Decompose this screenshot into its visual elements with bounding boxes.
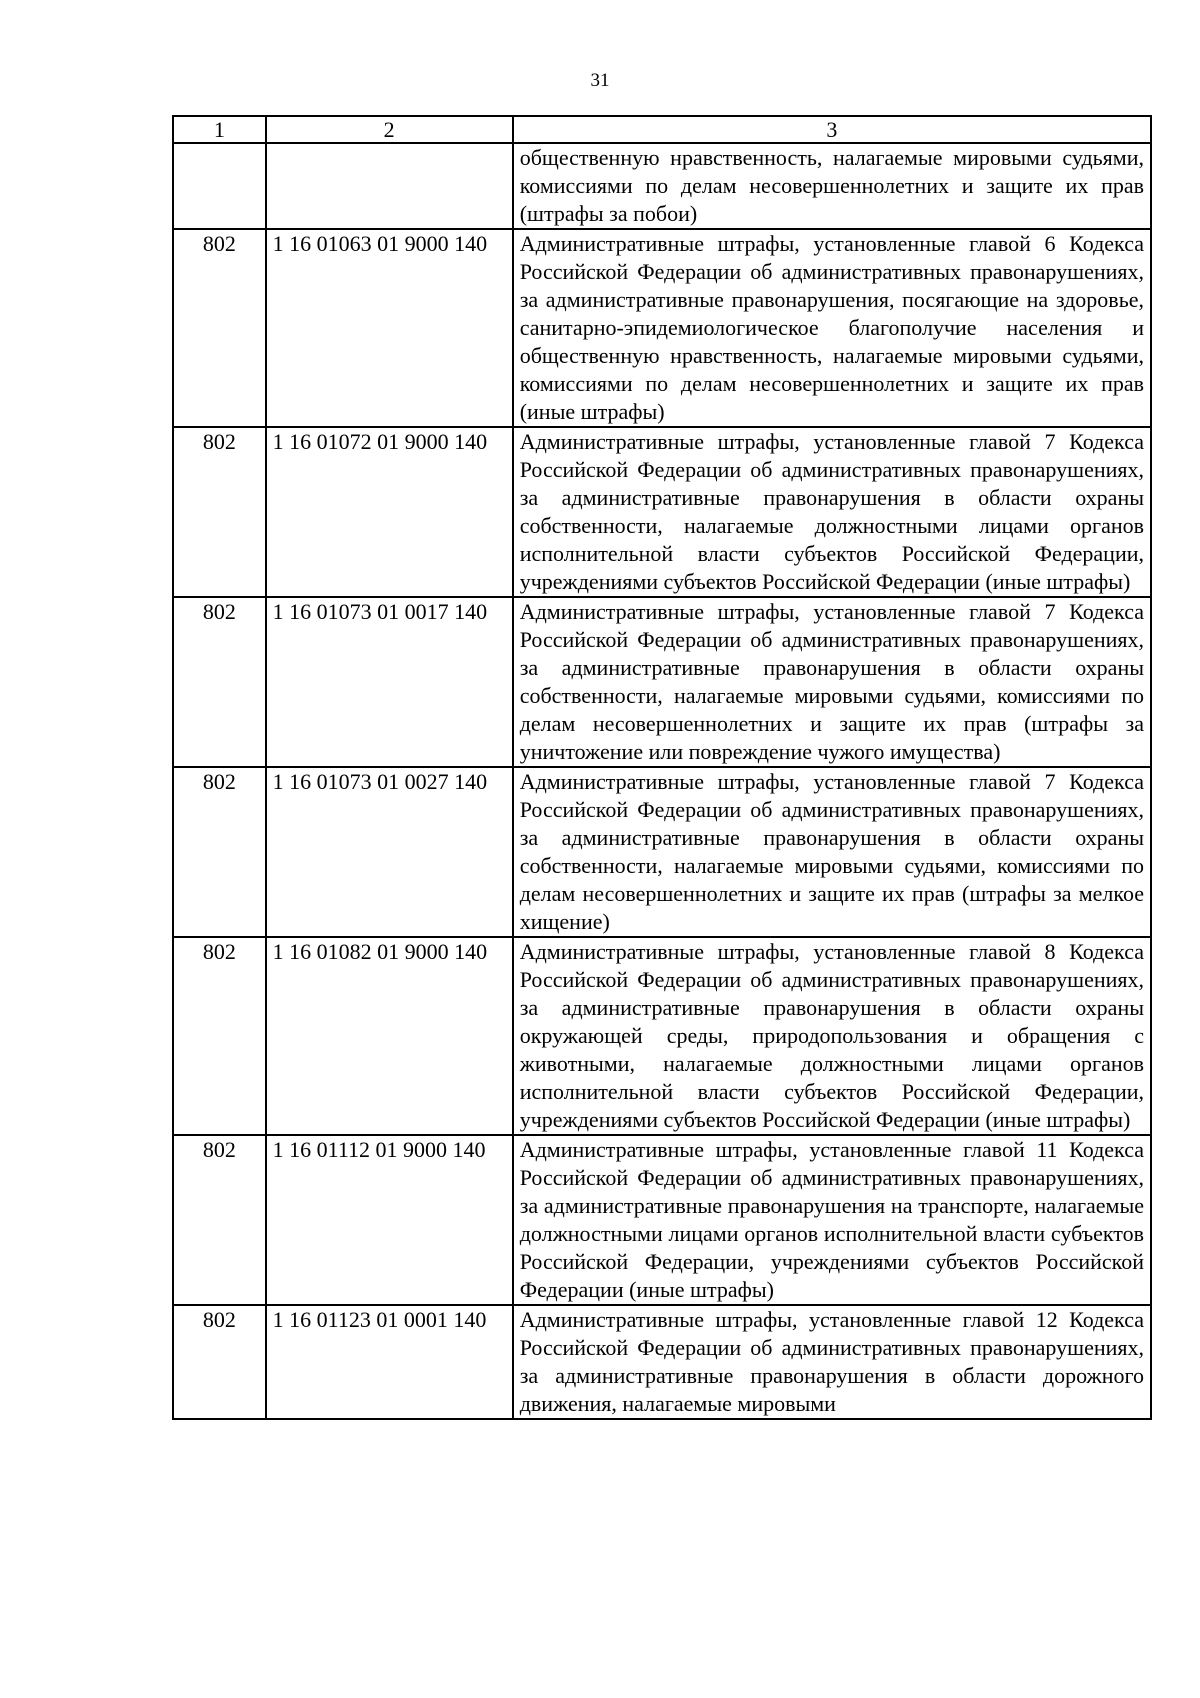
admin-code-cell: 802	[173, 1305, 266, 1419]
revenue-codes-table	[172, 115, 1152, 1420]
kbk-code-cell: 1 16 01073 01 0027 140	[266, 767, 513, 937]
admin-code-cell: 802	[173, 937, 266, 1135]
admin-code-cell	[173, 143, 266, 229]
description-cell: Административные штрафы, установленные главой 12 Кодекса Российской Федерации об административных правонарушениях, за административные правонарушения в области дорожного движения, налагаемые мировыми	[513, 1305, 1151, 1419]
table-row	[173, 1135, 1151, 1305]
kbk-code-cell: 1 16 01072 01 9000 140	[266, 427, 513, 597]
table-row	[173, 1305, 1151, 1419]
table-row	[173, 229, 1151, 427]
page-number: 31	[590, 70, 610, 91]
kbk-code-cell: 1 16 01123 01 0001 140	[266, 1305, 513, 1419]
column-header-2: 2	[266, 116, 513, 143]
description-cell: Административные штрафы, установленные главой 7 Кодекса Российской Федерации об административных правонарушениях, за административные правонарушения в области охраны собственности, налагаемые мировыми судьями, комиссиями по делам несовершеннолетних и защите их прав (штрафы за уничтожение или повреждение чужого имущества)	[513, 597, 1151, 767]
description-cell: Административные штрафы, установленные главой 7 Кодекса Российской Федерации об административных правонарушениях, за административные правонарушения в области охраны собственности, налагаемые должностными лицами органов исполнительной власти субъектов Российской Федерации, учреждениями субъектов Российской Федерации (иные штрафы)	[513, 427, 1151, 597]
table-body	[173, 143, 1151, 1419]
admin-code-cell: 802	[173, 767, 266, 937]
table-row	[173, 767, 1151, 937]
description-cell: Административные штрафы, установленные главой 8 Кодекса Российской Федерации об административных правонарушениях, за административные правонарушения в области охраны окружающей среды, природопользования и обращения с животными, налагаемые должностными лицами органов исполнительной власти субъектов Российской Федерации, учреждениями субъектов Российской Федерации (иные штрафы)	[513, 937, 1151, 1135]
column-header-1: 1	[173, 116, 266, 143]
table-row	[173, 427, 1151, 597]
kbk-code-cell: 1 16 01112 01 9000 140	[266, 1135, 513, 1305]
description-cell: Административные штрафы, установленные главой 7 Кодекса Российской Федерации об административных правонарушениях, за административные правонарушения в области охраны собственности, налагаемые мировыми судьями, комиссиями по делам несовершеннолетних и защите их прав (штрафы за мелкое хищение)	[513, 767, 1151, 937]
column-header-3: 3	[513, 116, 1151, 143]
kbk-code-cell	[266, 143, 513, 229]
description-cell: общественную нравственность, налагаемые мировыми судьями, комиссиями по делам несовершеннолетних и защите их прав (штрафы за побои)	[513, 143, 1151, 229]
table-header-row	[173, 116, 1151, 143]
admin-code-cell: 802	[173, 597, 266, 767]
table-row	[173, 937, 1151, 1135]
kbk-code-cell: 1 16 01082 01 9000 140	[266, 937, 513, 1135]
table-row	[173, 143, 1151, 229]
table-row	[173, 597, 1151, 767]
kbk-code-cell: 1 16 01073 01 0017 140	[266, 597, 513, 767]
description-cell: Административные штрафы, установленные главой 6 Кодекса Российской Федерации об административных правонарушениях, за административные правонарушения, посягающие на здоровье, санитарно-эпидемиологическое благополучие населения и общественную нравственность, налагаемые мировыми судьями, комиссиями по делам несовершеннолетних и защите их прав (иные штрафы)	[513, 229, 1151, 427]
description-cell: Административные штрафы, установленные главой 11 Кодекса Российской Федерации об административных правонарушениях, за административные правонарушения на транспорте, налагаемые должностными лицами органов исполнительной власти субъектов Российской Федерации, учреждениями субъектов Российской Федерации (иные штрафы)	[513, 1135, 1151, 1305]
kbk-code-cell: 1 16 01063 01 9000 140	[266, 229, 513, 427]
admin-code-cell: 802	[173, 427, 266, 597]
admin-code-cell: 802	[173, 1135, 266, 1305]
admin-code-cell: 802	[173, 229, 266, 427]
